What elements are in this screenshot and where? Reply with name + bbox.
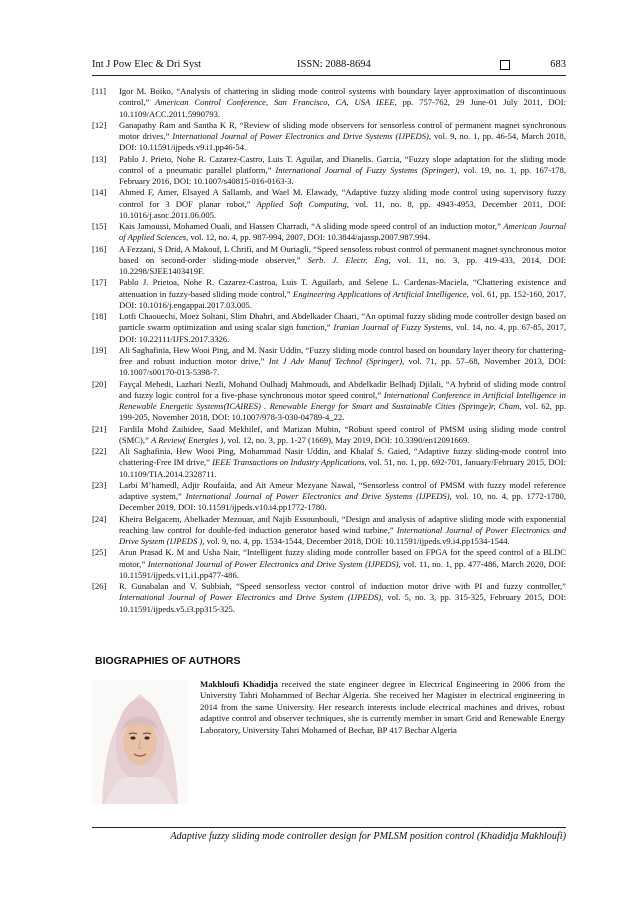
reference-item [92, 446, 566, 480]
page-header [92, 59, 566, 73]
reference-item [92, 187, 566, 221]
reference-item [92, 221, 566, 244]
reference-list [92, 86, 566, 615]
biographies-heading: BIOGRAPHIES OF AUTHORS [95, 655, 241, 667]
reference-item [92, 547, 566, 581]
reference-item [92, 581, 566, 615]
reference-number: [13] [92, 153, 107, 164]
reference-number: [23] [92, 479, 107, 490]
reference-text: Ganapathy Ram and Santha K R, “Review of sliding mode observers for sensorless control of permanent magnet synchronous motor drives,” International Journal of Power Electronics and Drive Systems (IJPEDS), vol. 9, no. 1, pp. 46-54, March 2018, DOI: 10.11591/ijpeds.v9.i1.pp46-54. [119, 119, 566, 153]
reference-text: Arun Prasad K. M and Usha Nair, “Intelligent fuzzy sliding mode controller based on FPGA for the speed control of a BLDC motor,” International Journal of Power Electronics and Drive System (IJPEDS), vol. 11, no. 1, pp. 477-486, March 2020, DOI: 10.11591/ijpeds.v11.i1.pp477-486. [119, 547, 567, 580]
reference-item [92, 311, 566, 345]
page-number: 683 [550, 59, 566, 70]
author-photo [92, 680, 188, 804]
reference-text: Ahmed F, Amer, Elsayed A Sallamb, and Wael M. Elawady, “Adaptive fuzzy sliding mode control using supervisory fuzzy control for 3 DOF planar robot,” Applied Soft Computing, vol. 11, no. 8, pp. 4943-4953, December 2011, DOI: 10.1016/j.asoc.2011.06.005. [119, 187, 566, 220]
author-bio-text: received the state engineer degree in Electrical Engineering in 2006 from the University Tahri Mohammed of Bechar Algeria. She received her Magister in electrical engineering in 2014 from the same University. Her research interests include electrical machines and drives, robust adaptive control and observer techniques, she is currently member in smart Grid and Renewable Energy Laboratory, University Tahri Mohamed of Bechar, BP 417 Bechar Algeria [200, 679, 565, 735]
reference-text: Larbi M’hamedl, Adjir Roufaida, and Ait Ameur Mezyane Nawal, “Sensorless control of PMSM with fuzzy model reference adaptive system,” International Journal of Power Electronics and Drive Systems (IJPEDS), vol. 10, no. 4, pp. 1772-1780, December 2019, DOI: 10.11591/ijpeds.v10.i4.pp1772-1780. [119, 479, 567, 513]
reference-number: [20] [92, 378, 107, 389]
journal-name: Int J Pow Elec & Dri Syst [92, 59, 202, 70]
reference-text: Pablo J. Prietoa, Nohe R. Cazarez-Castroa, Luis T. Aguilarb, and Selene L. Cardenas-Maciela, “Chattering existence and attenuation in fuzzy-based sliding mode control,” Engineering Applications of Artificial Intelligence, vol. 61, pp. 152-160, 2017, DOI: 10.1016/j.engappai.2017.03.005. [119, 277, 566, 310]
reference-number: [19] [92, 344, 107, 355]
reference-item [92, 86, 566, 120]
reference-text: Igor M. Boiko, “Analysis of chattering in sliding mode control systems with boundary layer approximation of discontinuous control,” American Control Conference, San Francisco, CA, USA IEEE, pp. 757-762, 29 June-01 July 2011, DOI: 10.1109/ACC.2011.5990793. [119, 86, 566, 119]
reference-item [92, 379, 566, 424]
footer-rule [92, 827, 566, 828]
author-portrait-image [92, 680, 188, 804]
reference-item [92, 345, 566, 379]
checkbox-square-icon [500, 60, 510, 70]
reference-item [92, 514, 566, 548]
reference-text: Pablo J. Prieto, Nohe R. Cazarez-Castro, Luis T. Aguilar, and Dianelis. Garcia, “Fuzzy slope adaptation for the sliding mode control of a pneumatic parallel platform,” International Journal of Fuzzy Systems (Springer), vol. 19, no. 1, pp. 167-178, February 2016, DOI: 10.1007/s40815-016-0163-3. [119, 153, 566, 186]
reference-text: A Fezzani, S Drid, A Makouf, L Chrifi, and M Ouriagli, “Speed sensoless robust control of permanent magnet synchronous motor based on second-order sliding-mode observer,” Serb. J. Electr. Eng, vol. 11, no. 3, pp. 419-433, 2014, DOI: 10.2298/SJEE1403419F. [119, 243, 566, 276]
reference-item [92, 480, 566, 514]
reference-text: Fayçal Mehedi, Lazhari Nezli, Mohand Oulhadj Mahmoudi, and Abdelkadir Belhadj Djilali, “A hybrid of sliding mode control and fuzzy logic control for a five-phase synchronous motor speed control,” International Conference in Artificial Intelligence in Renewable Energetic Systems(ICAIRES) . Renewable Energy for Smart and Sustainable Cities (Springe)r, Cham, vol. 62, pp. 199-205, November 2018, DOI: 10.1007/978-3-030-04789-4_22. [119, 378, 566, 423]
page-footer: Adaptive fuzzy sliding mode controller design for PMLSM position control (Khadidja Makhloufi) [170, 831, 566, 842]
reference-number: [22] [92, 446, 107, 456]
reference-number: [24] [92, 513, 107, 524]
reference-number: [25] [92, 547, 107, 558]
reference-text: Kheira Belgacem, Abelkader Mezouar, and Najib Essounbouli, “Design and analysis of adaptive sliding mode with exponential reaching law control for double-fed induction generator based wind turbine,” International Journal of Power Electronics and Drive System (IJPEDS ), vol. 9, no. 4, pp. 1534-1544, December 2018, DOI: 10.11591/ijpeds.v9.i4.pp1534-1544. [119, 513, 566, 546]
reference-text: Ali Saghafinia, Hew Wooi Ping, Mohammad Nasir Uddin, and Khalaf S. Gaied, “Adaptive fuzzy sliding-mode control into chattering-Free IM drive,” IEEE Transactions on Industry Applications, vol. 51, no. 1, pp. 692-701, January/February 2015, DOI: 10.1109/TIA.2014.2328711. [119, 446, 567, 479]
reference-item [92, 277, 566, 311]
reference-number: [16] [92, 243, 107, 254]
reference-item [92, 424, 566, 447]
reference-text: R. Gunabalan and V. Subbiah, “Speed sensorless vector control of induction motor drive with PI and fuzzy controller,” International Journal of Power Electronics and Drive System (IJPEDS), vol. 5, no. 3, pp. 315-325, February 2015, DOI: 10.11591/ijpeds.v5.i3.pp315-325. [119, 581, 566, 614]
issn: ISSN: 2088-8694 [297, 59, 371, 70]
author-name: Makhloufi Khadidja [200, 679, 279, 689]
reference-text: Kais Jamoussi, Mohamed Ouali, and Hassen Charradi, “A sliding mode speed control of an induction motor,” American Journal of Applied Sciences, vol. 12, no. 4, pp. 987-994, 2007, DOI: 10.3844/ajassp.2007.987.994. [119, 221, 566, 243]
author-biography [200, 679, 565, 736]
reference-number: [21] [92, 423, 107, 434]
reference-number: [18] [92, 311, 107, 321]
reference-number: [26] [92, 581, 107, 591]
reference-item [92, 244, 566, 278]
reference-number: [17] [92, 277, 107, 288]
reference-text: Lotfi Chaouechi, Moez Soltani, Slim Dhahri, and Abdelkader Chaari, “An optimal fuzzy sliding mode controller design based on particle swarm optimization and using scalar sign function,” Iranian Journal of Fuzzy Systems, vol. 14, no. 4, pp. 67-85, 2017, DOI: 10.22111/IJFS.2017.3326. [119, 311, 566, 344]
reference-text: Ali Saghafinia, Hew Wooi Ping, and M. Nasir Uddin, “Fuzzy sliding mode control based on boundary layer theory for chattering-free and robust induction motor drive,” Int J Adv Manuf Technol (Springer), vol. 71, pp. 57–68, November 2013, DOI: 10.1007/s00170-013-5398-7. [119, 344, 566, 378]
reference-item [92, 120, 566, 154]
reference-text: Fardila Mohd Zaihidee, Saad Mekhilef, and Marizan Mubin, “Robust speed control of PMSM using sliding mode control (SMC),” A Review( Energies ), vol. 12, no. 3, pp. 1-27 (1669), May 2019, DOI: 10.3390/en12091669. [119, 423, 566, 445]
reference-number: [15] [92, 221, 107, 231]
reference-number: [14] [92, 187, 107, 198]
reference-item [92, 154, 566, 188]
reference-number: [12] [92, 119, 107, 130]
reference-number: [11] [92, 86, 106, 96]
header-rule [92, 75, 566, 76]
